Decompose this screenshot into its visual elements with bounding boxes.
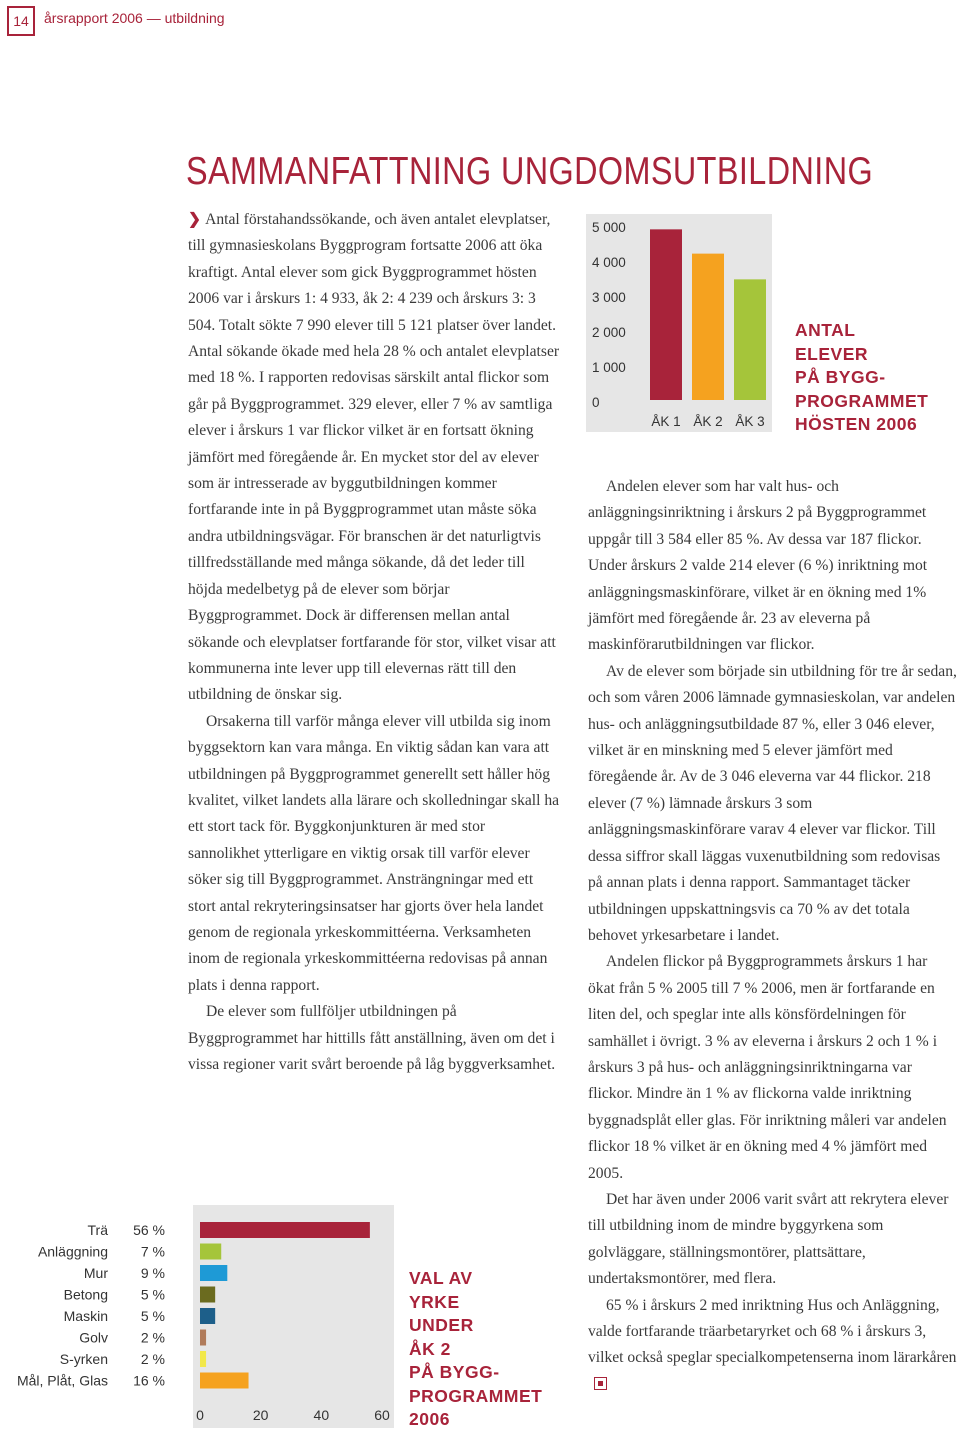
bar [200,1373,249,1389]
running-title: årsrapport 2006 — utbildning [44,10,225,26]
x-tick-label: ÅK 1 [651,414,681,429]
profession-choice-chart [0,1205,400,1428]
value-label: 2 % [140,1329,165,1346]
students-per-year-chart [586,214,772,432]
category-label: Maskin [63,1308,108,1324]
paragraph-text: Antal förstahandssökande, och även antalet elevplatser, till gymnasieskolans Byggprogram fortsatte 2006 att öka kraftigt. Antal elever som gick Byggprogrammet hösten 2006 var i årskurs 1: 4 933, åk 2: 4 239 och årskurs 3: 3 504. Totalt sökte 7 990 elever till 5 121 platser över landet. Antal sökande ökade med hela 28 % och antalet elevplatser med 18 %. I rapporten redovisas särskilt antal flickor som går på Byggprogrammet. 329 elever, eller 7 % av samtliga elever i årskurs 1 var flickor vilket är en fortsatt ökning jämfört med föregående år. En mycket stor del av elever som är intresserade av byggutbildningen kommer fortfarande inte in på Byggprogrammet utan måste söka andra utbildningsvägar. För branschen är det naturligtvis tillfredsställande med många sökande, då det leder till höjda medelbetyg på de elever som börjar Byggprogrammet. Dock är differensen mellan antal sökande och elevplatser fortfarande för stor, vilket visar att kommunerna inte lever upp till elevernas rätt till den utbildning de önskar sig. [188,211,560,704]
chart-title-line: VAL AV [409,1268,473,1288]
bar [650,229,682,400]
bar [200,1308,215,1324]
value-label: 9 % [140,1265,165,1281]
end-of-article-icon [594,1377,607,1390]
category-label: Betong [63,1286,108,1303]
chart-title-line: 2006 [409,1409,450,1429]
paragraph [588,1293,958,1399]
x-tick-label: 20 [252,1407,269,1423]
category-label: Trä [87,1222,108,1238]
paragraph: Andelen elever som har valt hus- och anläggningsinriktning i årskurs 2 på Byggprogrammet uppgår till 3 584 eller 85 %. Av dessa var 187 flickor. Under årskurs 2 valde 214 elever (6 %) inriktning mot anläggningsmaskinförare, vilket är en ökning med 1% jämfört med föregående år. 23 av eleverna på maskinförarutbildningen var flickor. [588,478,928,654]
bar [200,1244,221,1260]
chart-title-line: PÅ BYGG- [409,1362,500,1382]
chart-title-line: ÅK 2 [409,1338,451,1359]
chart-title-line: YRKE [409,1291,460,1312]
paragraph: Andelen flickor på Byggprogrammets årskurs 1 har ökat från 5 % 2005 till 7 % 2006, men är fortfarande en liten del, och speglar inte alls könsfördelningen för samhället i övrigt. 3 % av eleverna i årskurs 2 och 1 % i årskurs 3 på hus- och anläggningsinriktningarna var flickor. Mindre än 1 % av flickorna valde inriktning byggnadsplåt eller glas. För inriktning måleri var andelen flickor 18 % vilket är en ökning med 4 % jämfört med 2005. [588,953,947,1182]
paragraph [188,207,560,709]
chart-title-line: ELEVER [795,343,869,364]
chart-title-line: HÖSTEN 2006 [795,414,918,434]
x-tick-label: ÅK 3 [735,414,765,429]
chart-title-line: PROGRAMMET [795,390,929,411]
chart-title-line: UNDER [409,1315,474,1335]
chart-background [193,1205,394,1428]
category-label: Golv [79,1329,108,1346]
value-label: 16 % [133,1372,165,1389]
x-tick-label: 60 [374,1407,390,1423]
x-tick-label: 40 [313,1407,330,1423]
y-tick-label: 5 000 [592,220,626,235]
bar [200,1222,370,1238]
profession-chart-title [409,1267,542,1432]
category-label: Mur [83,1265,108,1281]
page-number: 14 [7,6,35,36]
value-label: 7 % [140,1243,165,1260]
y-tick-label: 0 [592,395,600,410]
y-tick-label: 4 000 [592,255,626,270]
paragraph: Av de elever som började sin utbildning för tre år sedan, och som våren 2006 lämnade gymnasieskolan, var andelen hus- och anläggningsutbildade 87 %, eller 3 046 elever, vilket är en minskning med 5 elever jämfört med föregående år. Av de 3 046 eleverna var 44 flickor. 218 elever (7 %) lämnade årskurs 3 som anläggningsmaskinförare varav 4 elever var flickor. Till dessa siffror skall läggas vuxenutbildning som redovisas på annan plats i denna rapport. Sammantaget täcker utbildningen uppskattningsvis ca 70 % av det totala behovet yrkesarbetare i landet. [588,662,957,944]
chart-title-line: PÅ BYGG- [795,367,886,387]
paragraph: Det har även under 2006 varit svårt att rekrytera elever till utbildning inom de mindre byggyrkena som golvläggare, ställningsmontörer, plattsättare, undertaksmontörer, med flera. [588,1190,949,1288]
chart-title-line: ANTAL [795,320,856,340]
bar [200,1287,215,1303]
category-label: S-yrken [59,1351,108,1367]
left-text-column [188,207,560,1078]
value-label: 5 % [140,1308,165,1324]
y-tick-label: 3 000 [592,290,626,305]
bar [200,1330,206,1346]
chart-title-line: PROGRAMMET [409,1385,543,1406]
page-title: SAMMANFATTNING UNGDOMSUTBILDNING [186,150,874,193]
bar [692,254,724,400]
students-chart-title [795,319,928,437]
paragraph: De elever som fullföljer utbildningen på Byggprogrammet har hittills fått anställning, även om det i vissa regioner varit svårt beroende på låg byggverksamhet. [188,1003,556,1073]
category-label: Mål, Plåt, Glas [16,1372,108,1389]
right-text-column [588,474,958,1398]
x-tick-label: ÅK 2 [693,414,723,429]
value-label: 5 % [140,1286,165,1303]
paragraph-text: 65 % i årskurs 2 med inriktning Hus och Anläggning, valde fortfarande träarbetaryrket och 68 % i årskurs 3, vilket också speglar specialkompetenserna inom lärarkåren [588,1296,957,1367]
chevron-right-icon: ❯ [188,211,202,228]
bar [734,279,766,400]
category-label: Anläggning [37,1243,108,1260]
y-tick-label: 1 000 [592,360,626,375]
bar [200,1351,206,1367]
value-label: 56 % [133,1222,165,1238]
bar [200,1265,227,1281]
y-tick-label: 2 000 [592,325,626,340]
paragraph: Orsakerna till varför många elever vill utbilda sig inom byggsektorn kan vara många. En viktig sådan kan vara att utbildningen på Byggprogrammet generellt sett håller hög kvalitet, vilket landets alla lärare och skolledningar skall ha ett stort tack för. Byggkonjunkturen är med stor sannolikhet ytterligare en viktig orsak till varför elever söker sig till Byggprogrammet. Ansträngningar med ett stort antal rekryteringsinsatser har gjorts över hela landet genom de regionala yrkeskommittéerna. Verksamheten inom de regionala yrkeskommittéerna redovisas på annan plats i denna rapport. [188,712,560,994]
value-label: 2 % [140,1351,165,1367]
x-tick-label: 0 [196,1407,204,1423]
